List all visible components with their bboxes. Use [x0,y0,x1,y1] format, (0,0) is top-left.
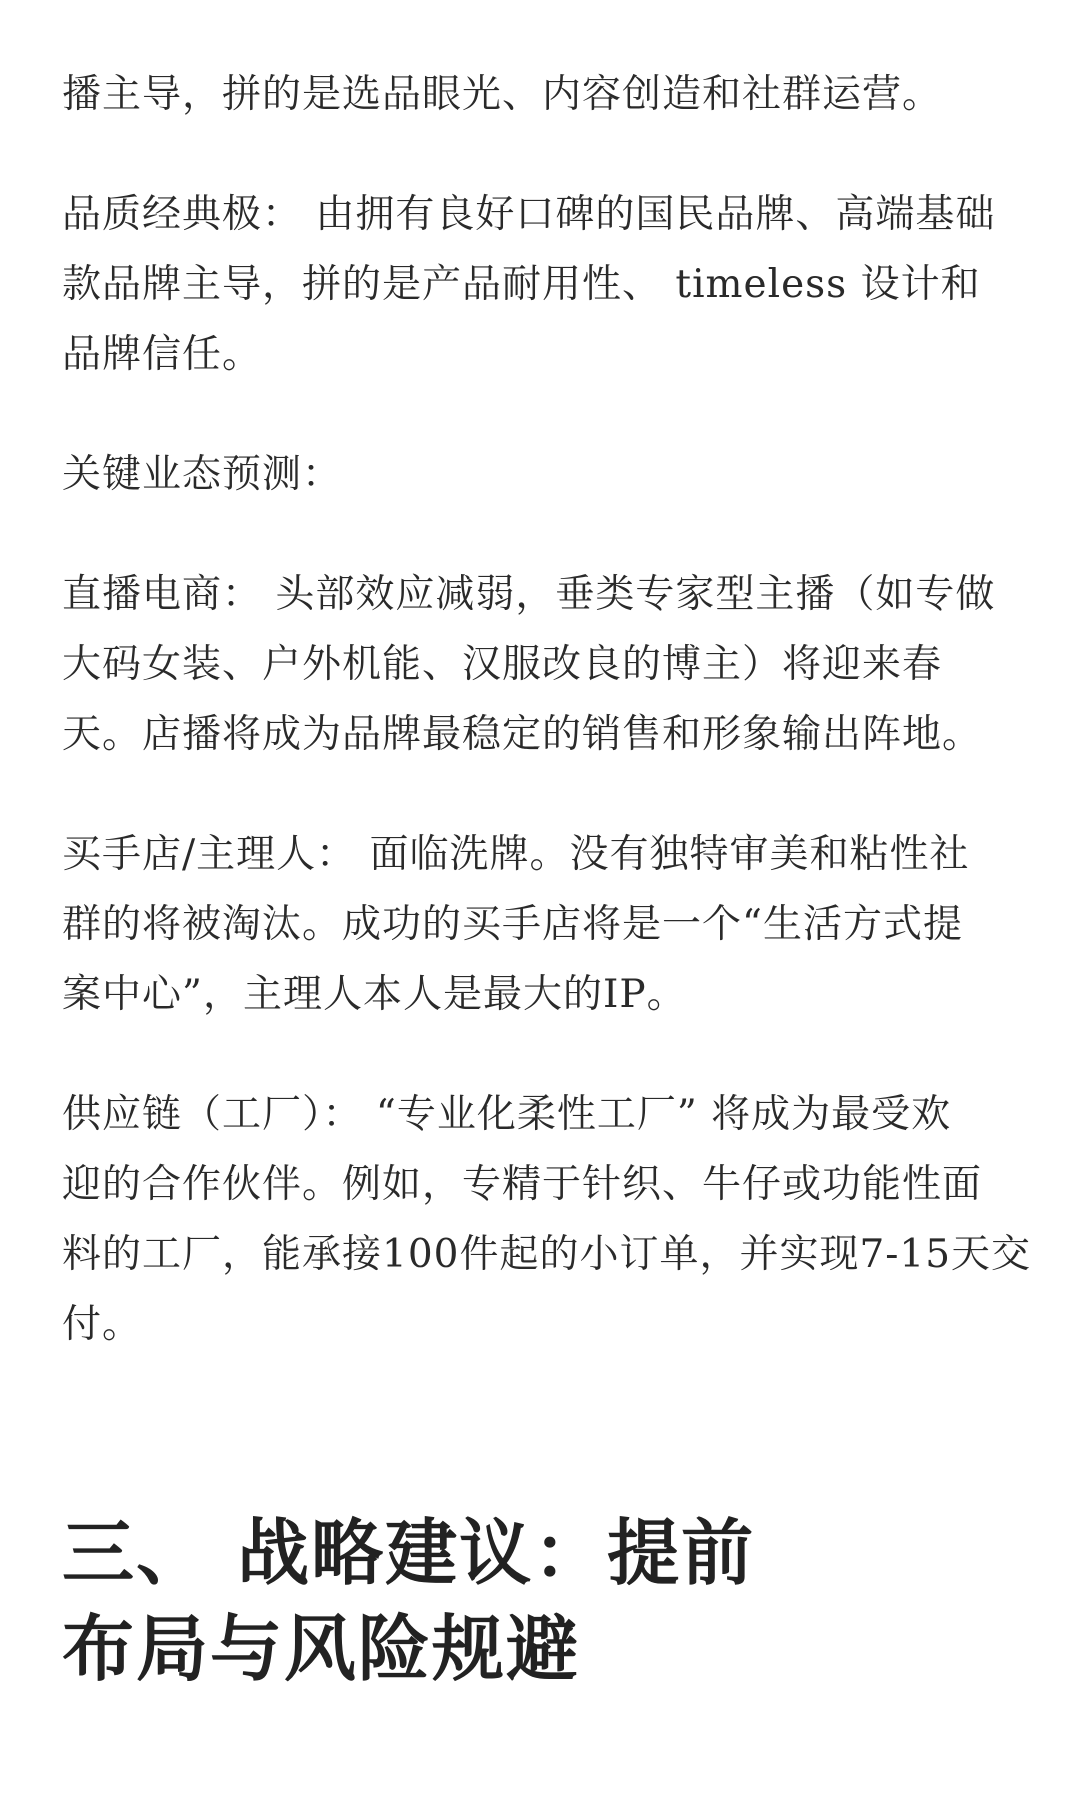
article-body [62,60,1032,1360]
paragraph-intro-tail [62,60,1028,130]
text-line: 案中心”，主理人本人是最大的IP。 [62,972,687,1017]
text-line: 买手店/主理人： 面临洗牌。没有独特审美和粘性社 [62,832,970,877]
paragraph-live-ecommerce [62,560,1028,770]
text-line: 款品牌主导，拼的是产品耐用性、 timeless 设计和 [62,262,981,307]
text-line: 品牌信任。 [62,332,263,377]
text-line: 直播电商： 头部效应减弱，垂类专家型主播（如专做 [62,572,996,617]
text-line: 关键业态预测： [62,452,343,497]
text-line: 天。店播将成为品牌最稳定的销售和形象输出阵地。 [62,712,983,757]
text-line: 供应链（工厂）： “专业化柔性工厂” 将成为最受欢 [62,1092,952,1137]
section-heading [62,1505,755,1697]
text-line: 付。 [62,1302,143,1347]
text-line: 料的工厂，能承接100件起的小订单，并实现7-15天交 [62,1232,1032,1277]
text-line: 大码女装、户外机能、汉服改良的博主）将迎来春 [62,642,943,687]
section-heading-line: 布局与风险规避 [62,1607,581,1691]
text-line: 品质经典极： 由拥有良好口碑的国民品牌、高端基础 [62,192,996,237]
text-line: 迎的合作伙伴。例如，专精于针织、牛仔或功能性面 [62,1162,983,1207]
paragraph-key-forecast-heading [62,440,1028,510]
text-line: 群的将被淘汰。成功的买手店将是一个“生活方式提 [62,902,963,947]
section-heading-line: 三、 战略建议：提前 [62,1511,756,1595]
paragraph-supply-chain [62,1080,1032,1360]
paragraph-buyer-store [62,820,1028,1030]
text-line: 播主导，拼的是选品眼光、内容创造和社群运营。 [62,72,943,117]
paragraph-quality-classic [62,180,1028,390]
